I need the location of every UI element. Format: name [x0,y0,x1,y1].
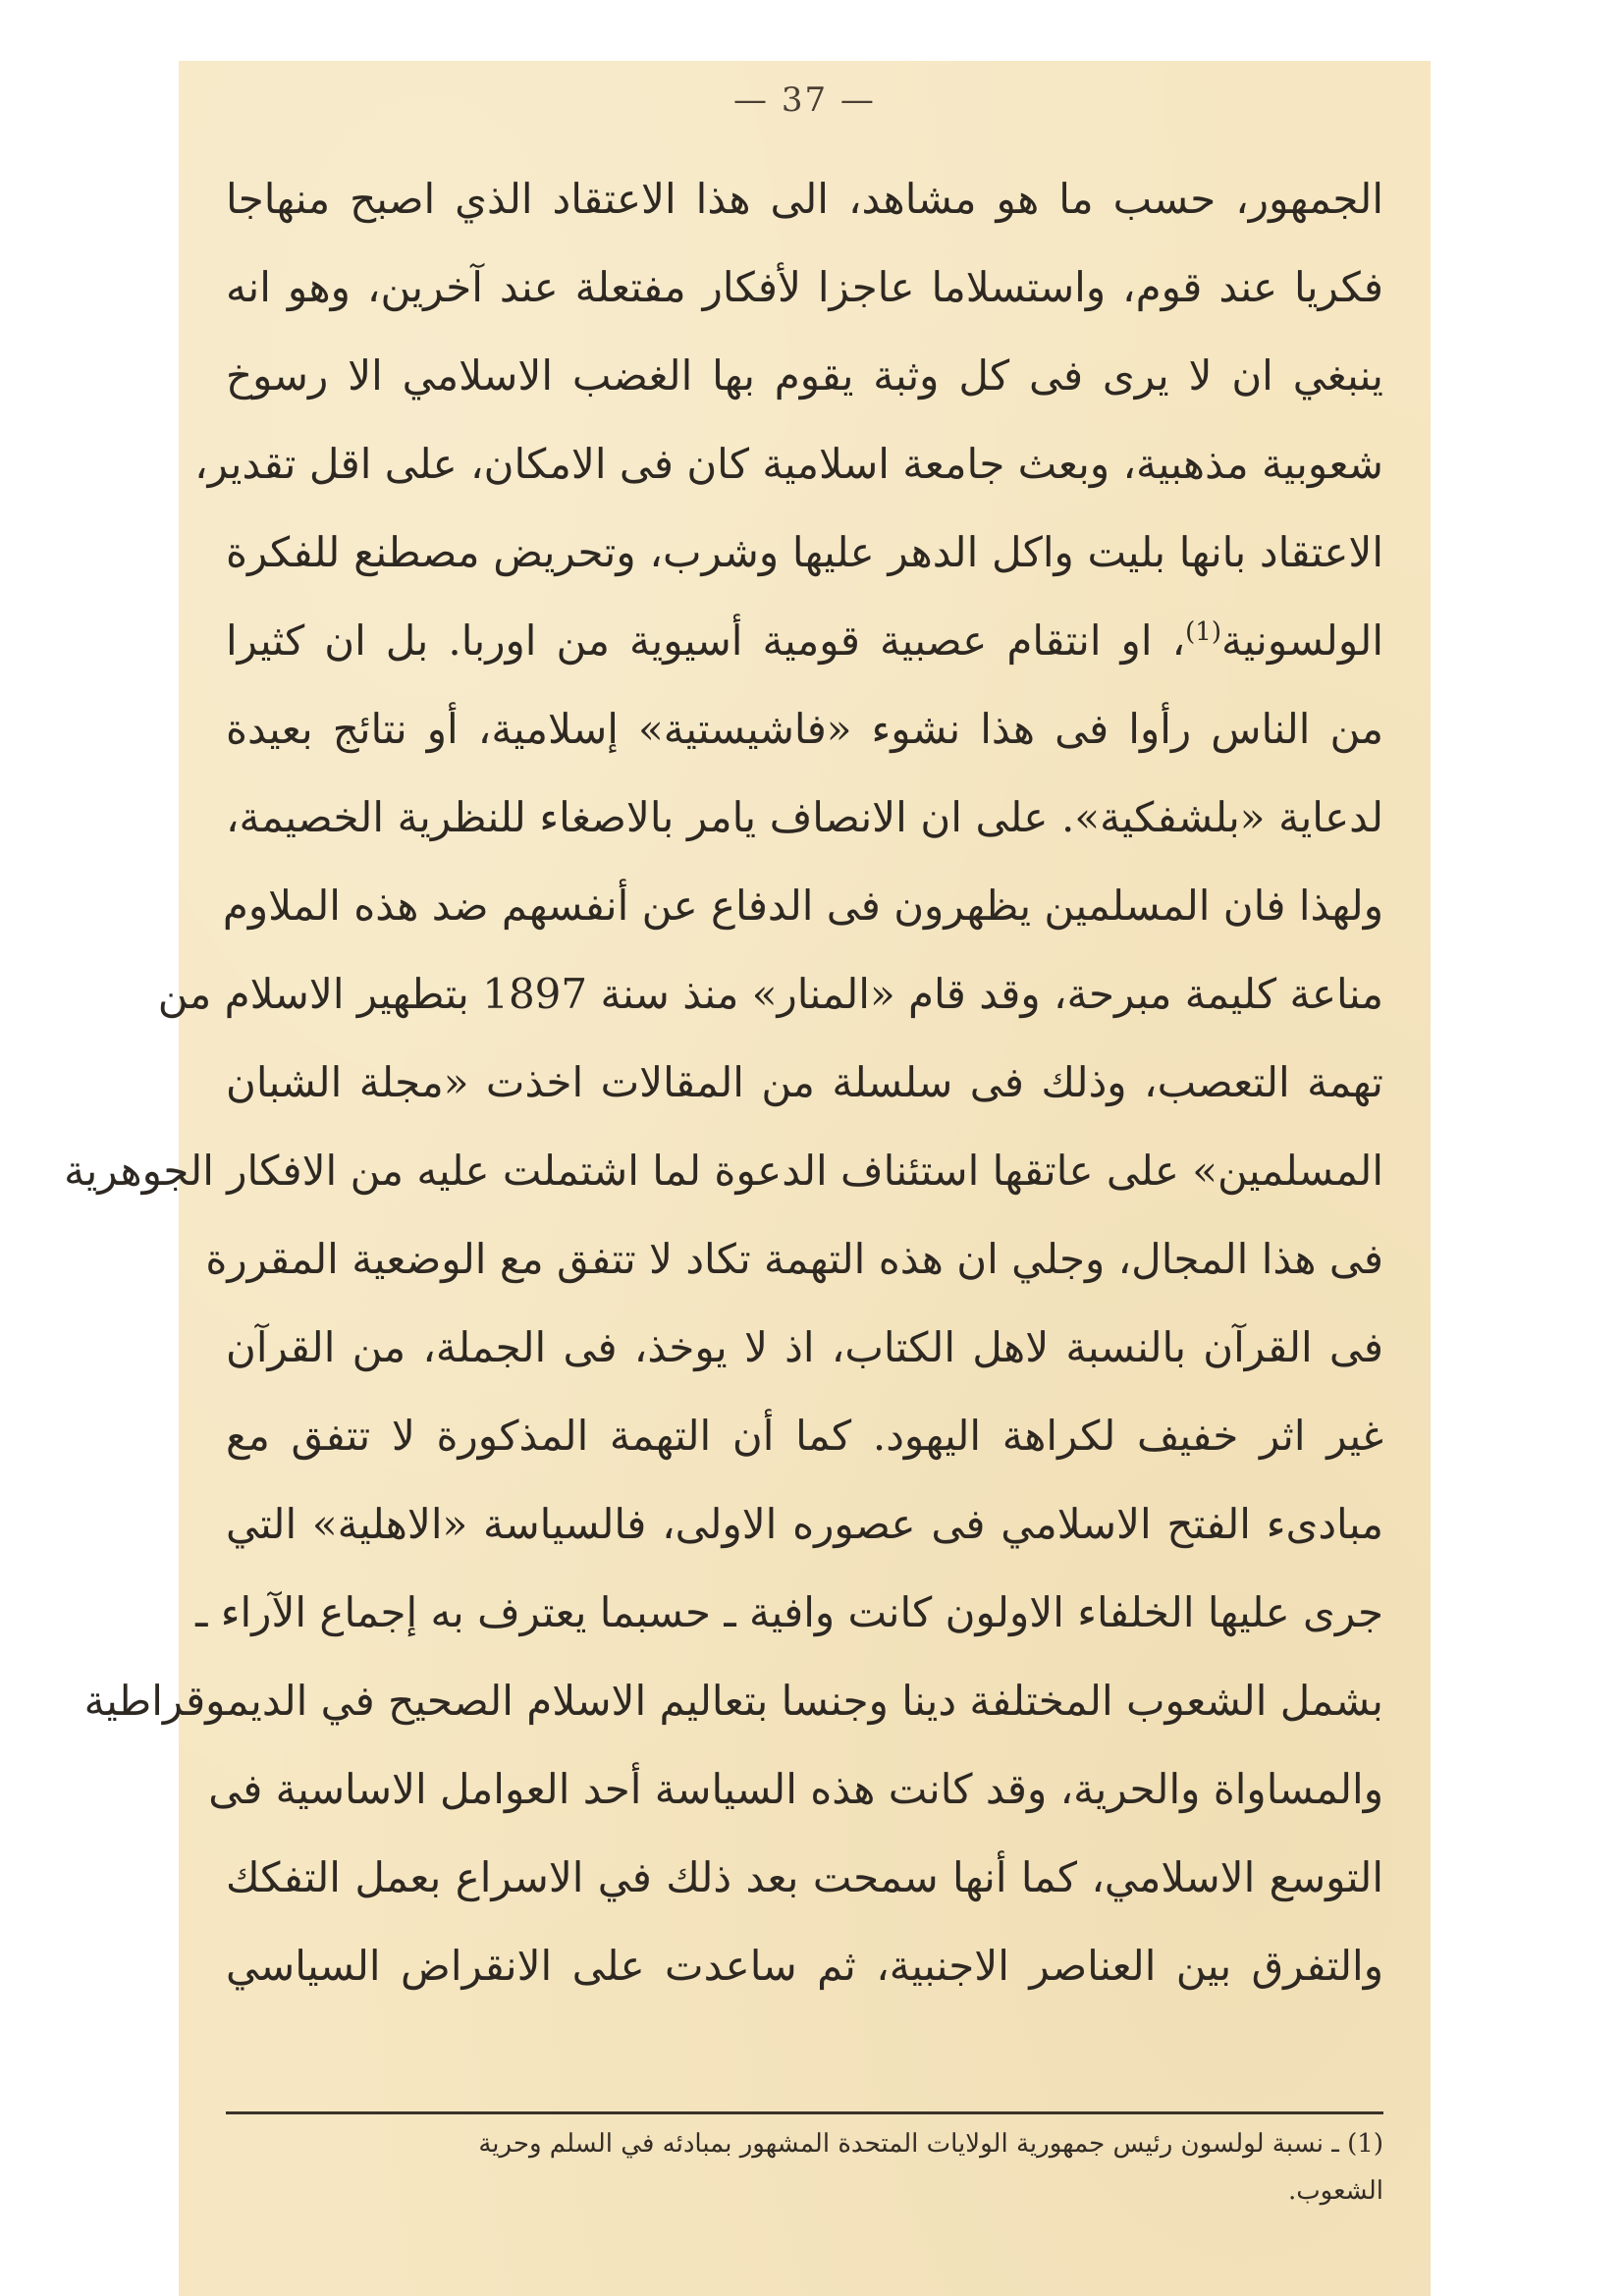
footnote [226,2120,1383,2215]
text-line: مبادىء الفتح الاسلامي فى عصوره الاولى، فالسياسة «الاهلية» التي [226,1500,1383,1548]
text-line: والتفرق بين العناصر الاجنبية، ثم ساعدت على الانقراض السياسي [226,1942,1383,1990]
text-line: فكريا عند قوم، واستسلاما عاجزا لأفكار مفتعلة عند آخرين، وهو انه [226,263,1383,311]
text-line: تهمة التعصب، وذلك فى سلسلة من المقالات اخذت «مجلة الشبان [226,1058,1383,1106]
text-line: فى هذا المجال، وجلي ان هذه التهمة تكاد لا تتفق مع الوضعية المقررة [205,1235,1383,1283]
text-line: مناعة كليمة مبرحة، وقد قام «المنار» منذ سنة 1897 بتطهير الاسلام من [157,970,1383,1018]
footnote-line: (1) ـ نسبة لولسون رئيس جمهورية الولايات المتحدة المشهور بمبادئه في السلم وحرية [478,2129,1383,2159]
footnote-line: الشعوب. [1287,2176,1383,2206]
text-line: والمساواة والحرية، وقد كانت هذه السياسة أحد العوامل الاساسية فى [208,1765,1383,1813]
text-line: المسلمين» على عاتقها استئناف الدعوة لما اشتملت عليه من الافكار الجوهرية [64,1147,1383,1195]
text-line: بشمل الشعوب المختلفة دينا وجنسا بتعاليم الاسلام الصحيح في الديموقراطية [83,1677,1383,1725]
text-segment: ، او انتقام عصبية قومية أسيوية من اوربا. بل ان كثيرا [226,616,1186,665]
text-line: ولهذا فان المسلمين يظهرون فى الدفاع عن أنفسهم ضد هذه الملاوم [222,881,1383,930]
page-number: — 37 — [733,80,876,120]
text-line: شعوبية مذهبية، وبعث جامعة اسلامية كان فى الامكان، على اقل تقدير، [194,440,1383,488]
text-line: الاعتقاد بانها بليت واكل الدهر عليها وشرب، وتحريض مصطنع للفكرة [226,528,1383,576]
text-line: جرى عليها الخلفاء الاولون كانت وافية ـ حسبما يعترف به إجماع الآراء ـ [195,1588,1383,1636]
text-line: ينبغي ان لا يرى فى كل وثبة يقوم بها الغضب الاسلامي الا رسوخ [226,351,1383,400]
body-text [64,155,1383,2010]
text-line [226,597,1383,685]
text-segment: الولسونية [1220,616,1383,665]
text-line: الجمهور، حسب ما هو مشاهد، الى هذا الاعتقاد الذي اصبح منهاجا [226,175,1383,223]
text-line: غير اثر خفيف لكراهة اليهود. كما أن التهمة المذكورة لا تتفق مع [226,1412,1383,1460]
document-page [64,61,1431,2296]
text-line: التوسع الاسلامي، كما أنها سمحت بعد ذلك في الاسراع بعمل التفكك [226,1853,1383,1901]
footnote-reference: (1) [1185,617,1221,647]
text-line: فى القرآن بالنسبة لاهل الكتاب، اذ لا يوخذ، فى الجملة، من القرآن [226,1323,1383,1371]
text-line: من الناس رأوا فى هذا نشوء «فاشيستية» إسلامية، أو نتائج بعيدة [226,705,1383,753]
text-line: لدعاية «بلشفكية». على ان الانصاف يامر بالاصغاء للنظرية الخصيمة، [226,793,1383,841]
footnote-divider [226,2111,1383,2114]
